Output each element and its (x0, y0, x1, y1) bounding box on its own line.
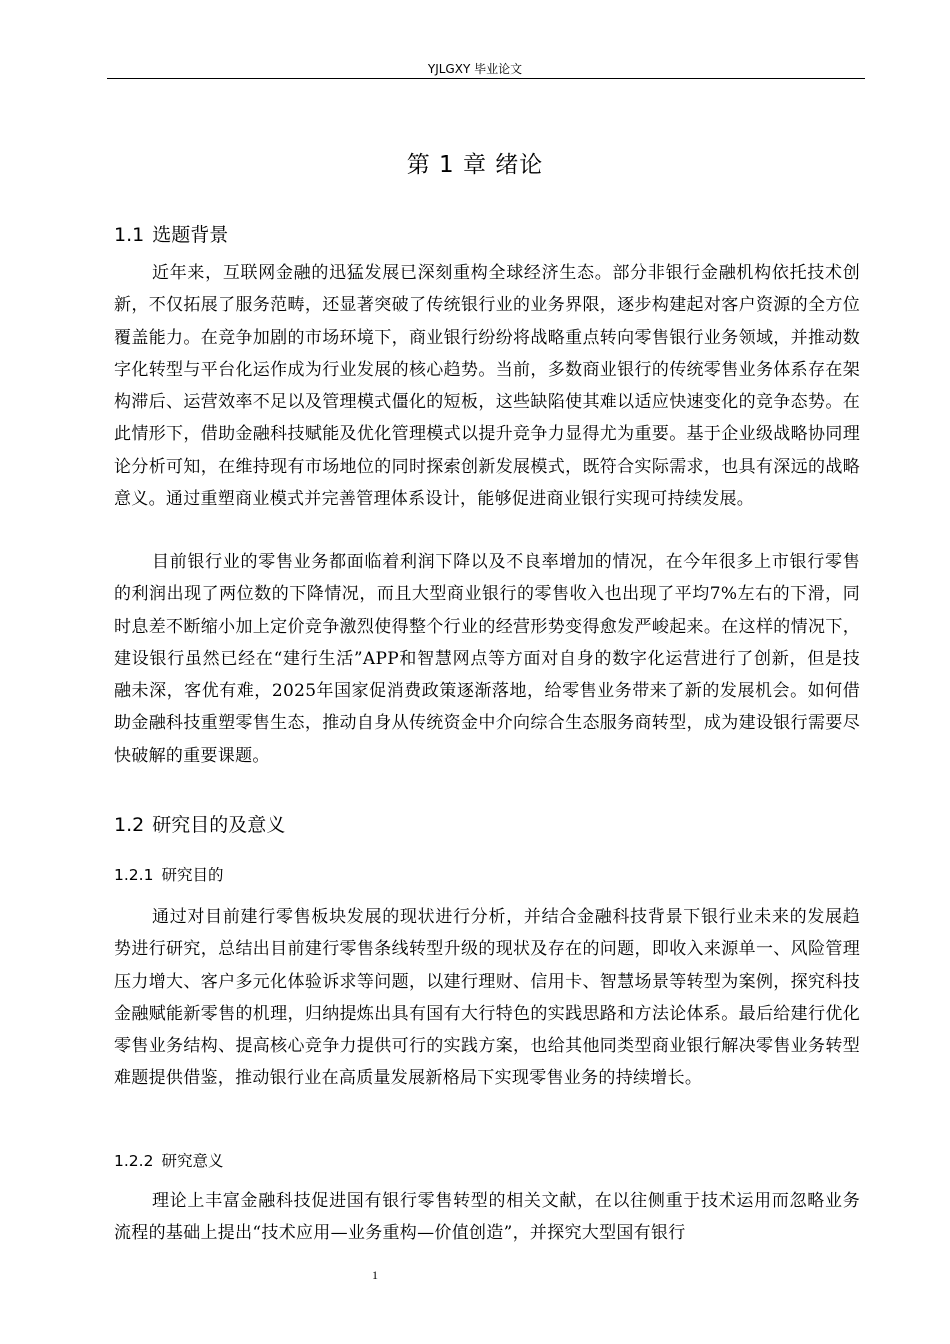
section-title: 研究目的及意义 (152, 814, 286, 836)
header-rule (107, 78, 865, 79)
paragraph-background-2: 目前银行业的零售业务都面临着利润下降以及不良率增加的情况，在今年很多上市银行零售的利润出现了两位数的下降情况，而且大型商业银行的零售收入也出现了平均7%左右的下滑，同时息差不断缩小加上定价竞争激烈使得整个行业的经营形势变得愈发严峻起来。在这样的情况下，建设银行虽然已经在“建行生活”APP和智慧网点等方面对自身的数字化运营进行了创新，但是技融未深，客优有难，2025年国家促消费政策逐渐落地，给零售业务带来了新的发展机会。如何借助金融科技重塑零售生态，推动自身从传统资金中介向综合生态服务商转型，成为建设银行需要尽快破解的重要课题。 (114, 552, 860, 766)
section-number: 1.2.2 (114, 1152, 154, 1170)
paragraph-background-1: 近年来，互联网金融的迅猛发展已深刻重构全球经济生态。部分非银行金融机构依托技术创新，不仅拓展了服务范畴，还显著突破了传统银行业的业务界限，逐步构建起对客户资源的全方位覆盖能力。在竞争加剧的市场环境下，商业银行纷纷将战略重点转向零售银行业务领域，并推动数字化转型与平台化运作成为行业发展的核心趋势。当前，多数商业银行的传统零售业务体系存在架构滞后、运营效率不足以及管理模式僵化的短板，这些缺陷使其难以适应快速变化的竞争态势。在此情形下，借助金融科技赋能及优化管理模式以提升竞争力显得尤为重要。基于企业级战略协同理论分析可知，在维持现有市场地位的同时探索创新发展模式，既符合实际需求，也具有深远的战略意义。通过重塑商业模式并完善管理体系设计，能够促进商业银行实现可持续发展。 (114, 263, 860, 510)
section-title: 研究意义 (161, 1152, 224, 1170)
section-title: 选题背景 (152, 224, 229, 246)
section-number: 1.1 (114, 224, 145, 246)
section-heading-1-1 (114, 220, 228, 247)
chapter-title: 第 1 章 绪论 (406, 152, 544, 178)
section-title: 研究目的 (161, 866, 224, 884)
section-heading-1-2-1 (114, 863, 223, 885)
section-heading-1-2-2 (114, 1149, 223, 1171)
section-number: 1.2 (114, 814, 145, 836)
page-number: 1 (372, 1268, 378, 1282)
section-number: 1.2.1 (114, 866, 154, 884)
paragraph-research-purpose: 通过对目前建行零售板块发展的现状进行分析，并结合金融科技背景下银行业未来的发展趋势进行研究，总结出目前建行零售条线转型升级的现状及存在的问题，即收入来源单一、风险管理压力增大、客户多元化体验诉求等问题，以建行理财、信用卡、智慧场景等转型为案例，探究科技金融赋能新零售的机理，归纳提炼出具有国有大行特色的实践思路和方法论体系。最后给建行优化零售业务结构、提高核心竞争力提供可行的实践方案，也给其他同类型商业银行解决零售业务转型难题提供借鉴，推动银行业在高质量发展新格局下实现零售业务的持续增长。 (114, 907, 860, 1089)
section-heading-1-2 (114, 810, 285, 837)
page-header: YJLGXY 毕业论文 (427, 62, 523, 76)
paragraph-research-significance: 理论上丰富金融科技促进国有银行零售转型的相关文献，在以往侧重于技术运用而忽略业务流程的基础上提出“技术应用—业务重构—价值创造”，并探究大型国有银行 (114, 1191, 860, 1244)
